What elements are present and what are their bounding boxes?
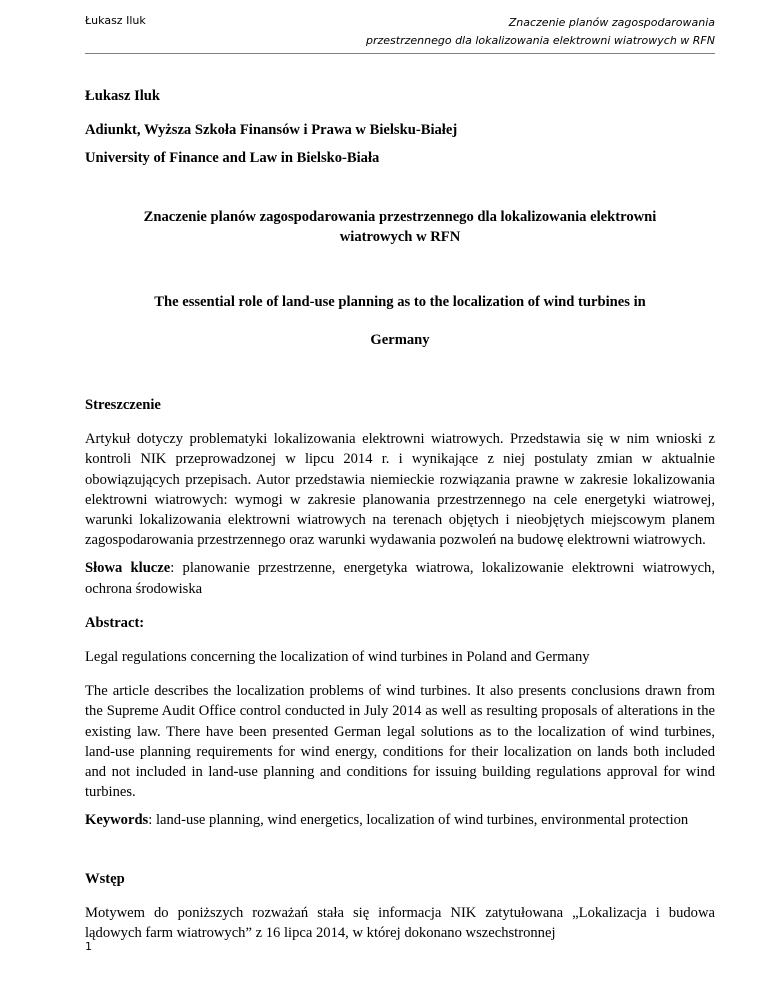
wstep-text: Motywem do poniższych rozważań stała się informacja NIK zatytułowana „Lokalizacja i budowa lądowych farm wiatrowych” z 16 lipca 2014, w której dokonano wszechstronnej <box>85 904 715 942</box>
author-affiliation-en: University of Finance and Law in Bielsko-Biała <box>85 150 380 167</box>
title-en-line1: The essential role of land-use planning as to the localization of wind turbines in <box>154 294 646 311</box>
author-name: Łukasz Iluk <box>85 88 161 104</box>
header-running-title-line2: przestrzennego dla lokalizowania elektrowni wiatrowych w RFN <box>366 34 715 47</box>
slowa-klucze-paragraph <box>85 558 715 598</box>
header-running-title-line1: Znaczenie planów zagospodarowania <box>508 16 715 29</box>
keywords-text: : land-use planning, wind energetics, localization of wind turbines, environmental protection <box>148 812 689 829</box>
abstract-subtitle: Legal regulations concerning the localization of wind turbines in Poland and Germany <box>85 649 590 666</box>
streszczenie-text: Artykuł dotyczy problematyki lokalizowania elektrowni wiatrowych. Przedstawia się w nim wnioski z kontroli NIK przeprowadzonej w lipcu 2014 r. i wynikające z niej postulaty zmian w aktualnie obowiązujących przepisach. Autor przedstawia niemieckie rozwiązania prawne w zakresie lokalizowania elektrowni wiatrowych: wymogi w zakresie planowania przestrzennego na cele energetyki wiatrowej, warunki lokalizowania elektrowni wiatrowych na terenach objętych i nieobjętych miejscowym planem zagospodarowania przestrzennego oraz warunki wydawania pozwoleń na budowę elektrowni wiatrowych. <box>85 431 715 549</box>
header-author: Łukasz Iluk <box>85 14 146 27</box>
slowa-klucze-label: Słowa klucze <box>85 560 171 577</box>
title-pl-line1: Znaczenie planów zagospodarowania przestrzennego dla lokalizowania elektrowni <box>143 208 657 225</box>
wstep-heading: Wstęp <box>85 870 125 887</box>
document-body <box>85 86 715 943</box>
page-number: 1 <box>85 940 92 953</box>
title-pl-line2: wiatrowych w RFN <box>339 228 461 245</box>
header-divider <box>85 53 715 54</box>
author-affiliation-pl: Adiunkt, Wyższa Szkoła Finansów i Prawa w Bielsku-Białej <box>85 122 458 139</box>
header-running-title <box>366 14 715 50</box>
slowa-klucze-text: : planowanie przestrzenne, energetyka wiatrowa, lokalizowanie elektrowni wiatrowych, ochrona środowiska <box>85 560 715 597</box>
title-pl <box>85 207 715 247</box>
title-en-line2: Germany <box>370 332 430 349</box>
title-en <box>85 283 715 359</box>
keywords-label: Keywords <box>85 812 149 829</box>
abstract-heading: Abstract: <box>85 614 145 631</box>
streszczenie-heading: Streszczenie <box>85 397 161 414</box>
keywords-paragraph <box>85 810 715 830</box>
abstract-text: The article describes the localization problems of wind turbines. It also presents conclusions drawn from the Supreme Audit Office control conducted in July 2014 as well as resulting proposals of alterations in the existing law. There have been presented German legal solutions as to the localization of wind turbines, land-use planning requirements for wind energy, conditions for their localization on lands both included and not included in land-use planning and conditions for issuing building regulations approval for wind turbines. <box>85 683 715 801</box>
